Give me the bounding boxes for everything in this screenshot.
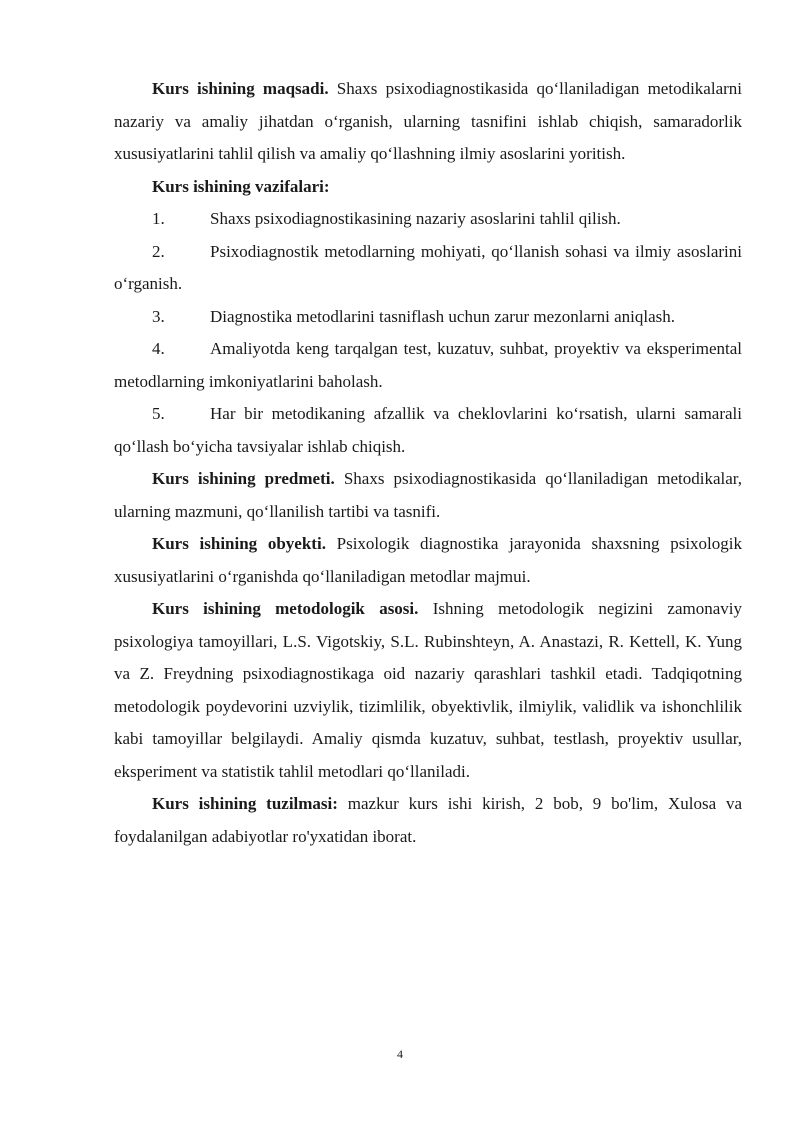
goal-paragraph xyxy=(114,73,742,171)
task-item-5 xyxy=(114,398,742,463)
task-number-3: 3. xyxy=(152,306,165,326)
task-number-2: 2. xyxy=(152,241,165,261)
object-paragraph xyxy=(114,528,742,593)
goal-text: Shaxs psixodiagnostikasida qo‘llaniladigan metodikalarni nazariy va amaliy jihatdan o‘rganish, ularning tasnifini ishlab chiqish, samaradorlik xususiyatlarini tahlil qilish va amaliy qo‘llashning ilmiy asoslarini yoritish. xyxy=(114,79,742,163)
subject-text: Shaxs psixodiagnostikasida qo‘llaniladigan metodikalar, ularning mazmuni, qo‘llanilish tartibi va tasnifi. xyxy=(114,469,742,521)
task-number-5: 5. xyxy=(152,404,165,423)
task-number-4: 4. xyxy=(152,339,165,358)
task-number-1: 1. xyxy=(152,209,165,228)
task-item-2 xyxy=(114,236,742,301)
object-label: Kurs ishining obyekti. xyxy=(152,534,326,553)
structure-text: mazkur kurs ishi kirish, 2 bob, 9 bo'lim, Xulosa va foydalanilgan adabiyotlar ro'yxatidan iborat. xyxy=(114,794,742,846)
object-text: Psixologik diagnostika jarayonida shaxsning psixologik xususiyatlarini o‘rganishda qo‘llaniladigan metodlar majmui. xyxy=(114,534,743,586)
goal-label: Kurs ishining maqsadi. xyxy=(152,79,329,98)
page-body xyxy=(114,73,742,853)
task-text-5: Har bir metodikaning afzallik va cheklovlarini ko‘rsatish, ularni samarali qo‘llash bo‘yicha tavsiyalar ishlab chiqish. xyxy=(114,404,742,456)
methodology-text: Ishning metodologik negizini zamonaviy psixologiya tamoyillari, L.S. Vigotskiy, S.L. Rubinshteyn, A. Anastazi, R. Kettell, K. Yung va Z. Freydning psixodiagnostikaga oid nazariy qarashlari tashkil etadi. Tadqiqotning metodologik poydevorini uzviylik, tizimlilik, obyektivlik, ilmiylik, validlik va ishonchlilik kabi tamoyillar belgilaydi. Amaliy qismda kuzatuv, suhbat, testlash, proyektiv usullar, eksperiment va statistik tahlil metodlari qo‘llaniladi. xyxy=(114,599,742,781)
task-text-4: Amaliyotda keng tarqalgan test, kuzatuv, suhbat, proyektiv va eksperimental metodlarning imkoniyatlarini baholash. xyxy=(114,339,742,391)
task-text-1: Shaxs psixodiagnostikasining nazariy asoslarini tahlil qilish. xyxy=(210,209,621,228)
task-text-2: Psixodiagnostik metodlarning mohiyati, qo‘llanish sohasi va ilmiy asoslarini o‘rganish. xyxy=(114,241,742,293)
subject-label: Kurs ishining predmeti. xyxy=(152,469,335,488)
structure-label: Kurs ishining tuzilmasi: xyxy=(152,794,338,813)
task-item-1 xyxy=(114,203,742,236)
methodology-label: Kurs ishining metodologik asosi. xyxy=(152,599,419,618)
page-number: 4 xyxy=(397,1047,403,1061)
task-item-4 xyxy=(114,333,742,398)
methodology-paragraph xyxy=(114,593,742,788)
structure-paragraph xyxy=(114,788,742,853)
task-text-3: Diagnostika metodlarini tasniflash uchun zarur mezonlarni aniqlash. xyxy=(210,306,676,326)
task-item-3 xyxy=(114,301,742,334)
tasks-heading: Kurs ishining vazifalari: xyxy=(152,176,330,196)
tasks-heading-paragraph xyxy=(114,171,742,204)
subject-paragraph xyxy=(114,463,742,528)
